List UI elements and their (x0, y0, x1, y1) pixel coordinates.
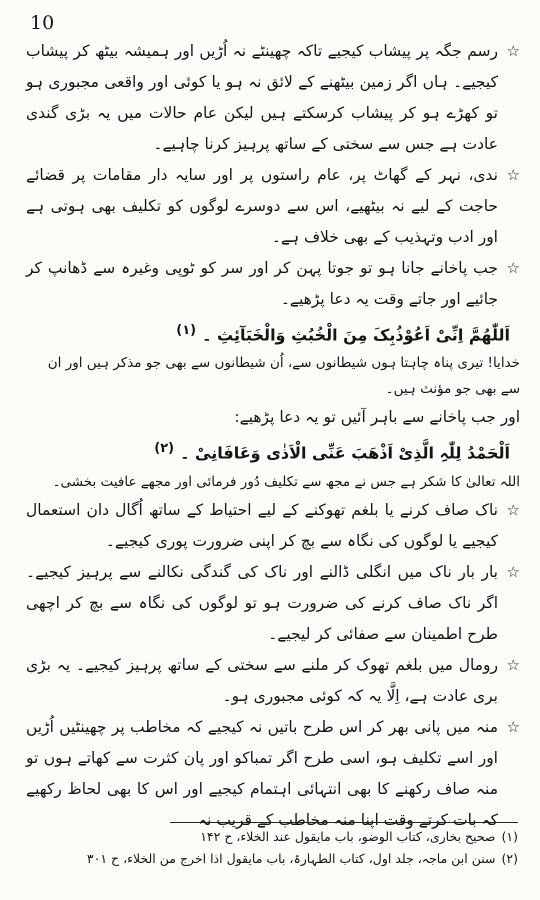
paragraph-text: ناک صاف کرنے یا بلغم تھوکنے کے لیے احتیاط کے ساتھ اُگال دان استعمال کیجیے یا لوگوں کی نگاہ سے بچ کر اپنی ضرورت پوری کیجیے۔ (26, 500, 498, 550)
footnotes (26, 826, 518, 870)
arabic-text: اَلْحَمْدُ لِلّٰہِ الَّذِیْ اَذْھَبَ عَنِّی الْاَذٰی وَعَافَانِیْ ۔ (180, 443, 510, 463)
footnote-1 (26, 826, 518, 848)
paragraph-public-places (26, 160, 520, 253)
star-bullet-icon: ☆ (506, 717, 520, 736)
footnote-ref: (۲) (154, 441, 175, 457)
footnote-mark: (۱) (501, 829, 518, 844)
dua-entering-translation: خدایا! تیری پناہ چاہتا ہوں شیطانوں سے، اُن شیطانوں سے بھی جو مذکر ہیں اور ان سے بھی جو مؤنث ہیں۔ (47, 355, 520, 398)
footnote-ref: (۱) (176, 323, 197, 338)
dua-exiting-arabic (26, 433, 520, 468)
footnote-text: صحیح بخاری، کتاب الوضو، باب مایقول عند الخلاء، ح ۱۴۲ (200, 829, 496, 844)
paragraph-handkerchief (26, 650, 520, 712)
footnote-2 (26, 848, 518, 870)
paragraph-text: منہ میں پانی بھر کر اس طرح باتیں نہ کیجیے کہ مخاطب پر چھینٹیں اُڑیں اور اسے تکلیف ہو، اسی طرح اگر تمباکو اور پان کثرت سے کھاتے ہوں تو منہ صاف رکھنے کا بھی انتہائی اہتمام کیجیے اور اس کا بھی لحاظ رکھیے کہ بات کرتے وقت اپنا منہ مخاطب کے قریب نہ (26, 717, 498, 829)
footnote-text: سنن ابن ماجہ، جلد اول، کتاب الطہارۃ، باب مایقول اذا اخرج من الخلاء، ح ۳۰۱ (86, 851, 496, 866)
paragraph-entering-toilet (26, 253, 520, 315)
paragraph-text: ندی، نہر کے گھاٹ پر، عام راستوں پر اور سایہ دار مقامات پر قضائے حاجت کے لیے نہ بیٹھیے، اس سے دوسرے لوگوں کو تکلیف بھی ہوتی ہے اور ادب وتہذیب کے بھی خلاف ہے۔ (26, 166, 498, 246)
page-body (26, 36, 520, 836)
arabic-text: اَللّٰھُمَّ اِنِّیْ اَعُوْذُبِکَ مِنَ الْخُبُثِ وَالْخَبَآئِثِ ۔ (202, 325, 510, 345)
page-number: 10 (30, 12, 55, 34)
star-bullet-icon: ☆ (506, 500, 520, 519)
star-bullet-icon: ☆ (506, 562, 520, 581)
dua-entering-arabic (26, 315, 520, 350)
star-bullet-icon: ☆ (506, 42, 520, 60)
paragraph-nose-cleaning (26, 495, 520, 557)
footnote-divider (170, 822, 518, 823)
paragraph-mouth-hygiene (26, 712, 520, 836)
paragraph-text: بار بار ناک میں انگلی ڈالنے اور ناک کی گندگی نکالنے سے پرہیز کیجیے۔ اگر ناک صاف کرنے کی ضرورت ہو تو لوگوں کی نگاہ سے بچ کر اچھی طرح اطمینان سے صفائی کر لیجیے۔ (26, 562, 498, 643)
paragraph-text: رسم جگہ پر پیشاب کیجیے تاکہ چھینٹے نہ اُڑیں اور ہمیشہ بیٹھ کر پیشاب کیجیے۔ ہاں اگر زمین بیٹھنے کے لائق نہ ہو یا کوئی اور واقعی مجبوری ہو تو کھڑے ہو کر پیشاب کرسکتے ہیں لیکن عام حالات میں یہ بڑی گندی عادت ہے جس سے سختی کے ساتھ پرہیز کرنا چاہیے۔ (26, 42, 498, 153)
exit-intro: اور جب پاخانے سے باہر آئیں تو یہ دعا پڑھیے: (234, 408, 520, 427)
footnote-mark: (۲) (501, 851, 518, 866)
star-bullet-icon: ☆ (506, 166, 520, 184)
paragraph-text: رومال میں بلغم تھوک کر ملنے سے سختی کے ساتھ پرہیز کیجیے۔ یہ بڑی بری عادت ہے، اِلَّا یہ کہ کوئی مجبوری ہو۔ (26, 655, 498, 705)
star-bullet-icon: ☆ (506, 259, 520, 277)
paragraph-text: جب پاخانے جانا ہو تو جوتا پہن کر اور سر کو ٹوپی وغیرہ سے ڈھانپ کر جائیے اور جاتے وقت یہ دعا پڑھیے۔ (26, 259, 498, 308)
paragraph-finger-in-nose (26, 557, 520, 650)
star-bullet-icon: ☆ (506, 655, 520, 674)
dua-exiting-translation: اللہ تعالیٰ کا شکر ہے جس نے مجھ سے تکلیف دُور فرمائی اور مجھے عافیت بخشی۔ (52, 473, 520, 490)
paragraph-urination (26, 36, 520, 160)
